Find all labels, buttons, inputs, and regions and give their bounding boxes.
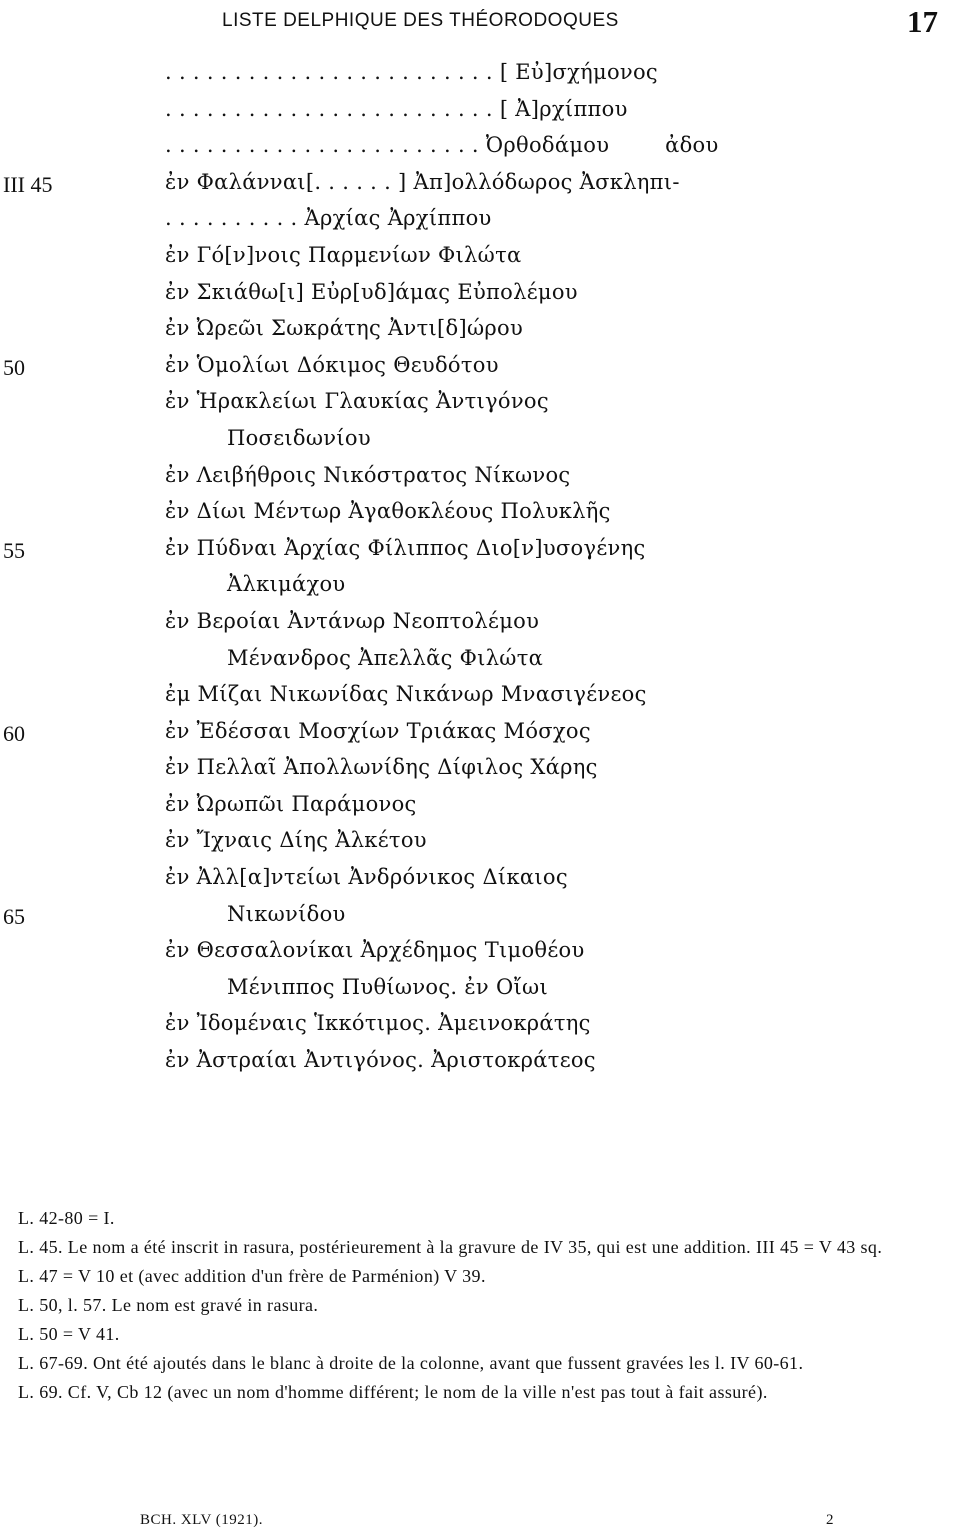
greek-text: ἐν Γό[ν]νοις Παρμενίων Φιλώτα xyxy=(165,242,522,267)
footnote: L. 67-69. Ont été ajoutés dans le blanc à droite de la colonne, avant que fussent gravées les l. IV 60-61. xyxy=(18,1353,804,1373)
inscription-line xyxy=(0,753,960,790)
inscription-line xyxy=(0,95,960,132)
inscription-line xyxy=(0,534,960,571)
footnote: L. 45. Le nom a été inscrit in rasura, postérieurement à la gravure de IV 35, qui est une addition. III 45 = V 43 sq. xyxy=(18,1237,883,1257)
inscription-line xyxy=(0,607,960,644)
greek-text: Ποσειδωνίου xyxy=(227,425,371,450)
greek-text: . . . . . . . . . . Ἀρχίας Ἀρχίππου xyxy=(165,206,492,231)
greek-text: ἐν Βεροίαι Ἀντάνωρ Νεοπτολέμου xyxy=(165,608,540,633)
inscription-line xyxy=(0,1046,960,1083)
greek-text: . . . . . . . . . . . . . . . . . . . . . . . . [ Ἀ]ρχίππου xyxy=(165,96,628,121)
inscription-line xyxy=(0,717,960,754)
greek-text: ἐν Ἀστραίαι Ἀντιγόνος. Ἀριστοκράτεος xyxy=(165,1048,596,1073)
greek-text: . . . . . . . . . . . . . . . . . . . . . . . Ὀρθοδάμου ἀδου xyxy=(165,133,719,158)
greek-text: Μένανδρος Ἀπελλᾶς Φιλώτα xyxy=(227,645,544,670)
greek-text: Μένιππος Πυθίωνος. ἐν Οἴωι xyxy=(227,974,548,999)
footnote: L. 47 = V 10 et (avec addition d'un frère de Parménion) V 39. xyxy=(18,1266,486,1286)
inscription-line xyxy=(0,826,960,863)
greek-text: ἐν Φαλάνναι[. . . . . . ] Ἀπ]ολλόδωρος Ἀσκληπι- xyxy=(165,169,680,194)
inscription-line xyxy=(0,680,960,717)
inscription-line xyxy=(0,936,960,973)
inscription-line xyxy=(0,351,960,388)
footnote: L. 50 = V 41. xyxy=(18,1324,120,1344)
greek-text: ἐν Ὠρεῶι Σωκράτης Ἀντι[δ]ώρου xyxy=(165,316,524,341)
inscription-line xyxy=(0,241,960,278)
inscription-line xyxy=(0,131,960,168)
greek-text: ἐν Ὠρωπῶι Παράμονος xyxy=(165,791,417,816)
greek-text: Νικωνίδου xyxy=(227,901,346,926)
footnote: L. 69. Cf. V, Cb 12 (avec un nom d'homme différent; le nom de la ville n'est pas tout à fait assuré). xyxy=(18,1382,768,1402)
greek-text: ἐν Σκιάθω[ι] Εὐρ[υδ]άμας Εὐπολέμου xyxy=(165,279,578,304)
greek-text: ἐν Πελλαῖ Ἀπολλωνίδης Δίφιλος Χάρης xyxy=(165,755,598,780)
inscription-line xyxy=(0,58,960,95)
running-title: LISTE DELPHIQUE DES THÉORODOQUES xyxy=(222,10,619,31)
inscription-line xyxy=(0,1009,960,1046)
inscription-line xyxy=(0,204,960,241)
greek-text: ἐν Θεσσαλονίκαι Ἀρχέδημος Τιμοθέου xyxy=(165,938,585,963)
inscription-line xyxy=(0,900,960,937)
greek-text: ἐμ Μίζαι Νικωνίδας Νικάνωρ Μνασιγένεος xyxy=(165,682,647,707)
inscription-text xyxy=(0,58,960,1083)
inscription-line xyxy=(0,168,960,205)
greek-text: ἐν Πύδναι Ἀρχίας Φίλιππος Διο[ν]υσογένης xyxy=(165,535,646,560)
inscription-line xyxy=(0,387,960,424)
footnotes xyxy=(18,1204,953,1407)
inscription-line xyxy=(0,497,960,534)
page-number: 17 xyxy=(907,4,938,39)
inscription-line xyxy=(0,424,960,461)
inscription-line xyxy=(0,314,960,351)
line-number: III 45 xyxy=(3,171,53,197)
page-footer xyxy=(0,1512,960,1534)
greek-text: ἐν Ἰδομέναις Ἱκκότιμος. Ἀμεινοκράτης xyxy=(165,1011,591,1036)
journal-reference: BCH. XLV (1921). xyxy=(140,1512,264,1528)
greek-text: ἐν Λειβήθροις Νικόστρατος Νίκωνος xyxy=(165,462,571,487)
greek-text: ἐν Ἡρακλείωι Γλαυκίας Ἀντιγόνος xyxy=(165,389,549,414)
greek-text: Ἀλκιμάχου xyxy=(227,572,346,597)
inscription-line xyxy=(0,863,960,900)
line-number: 65 xyxy=(3,903,25,929)
greek-text: ἐν Δίωι Μέντωρ Ἀγαθοκλέους Πολυκλῆς xyxy=(165,499,611,524)
line-number: 50 xyxy=(3,354,25,380)
footnote: L. 42-80 = I. xyxy=(18,1208,115,1228)
line-number: 60 xyxy=(3,720,25,746)
inscription-line xyxy=(0,973,960,1010)
inscription-line xyxy=(0,278,960,315)
inscription-line xyxy=(0,461,960,498)
greek-text: ἐν Ἀλλ[α]ντείωι Ἀνδρόνικος Δίκαιος xyxy=(165,865,568,890)
page-header xyxy=(0,4,960,40)
inscription-line xyxy=(0,790,960,827)
line-number: 55 xyxy=(3,537,25,563)
greek-text: ἐν Ἐδέσσαι Μοσχίων Τριάκας Μόσχος xyxy=(165,718,591,743)
greek-text: ἐν Ὁμολίωι Δόκιμος Θευδότου xyxy=(165,352,499,377)
inscription-line xyxy=(0,644,960,681)
greek-text: ἐν Ἴχναις Δίης Ἀλκέτου xyxy=(165,828,427,853)
inscription-line xyxy=(0,570,960,607)
greek-text: . . . . . . . . . . . . . . . . . . . . . . . . [ Εὐ]σχήμονος xyxy=(165,60,658,84)
signature-mark: 2 xyxy=(826,1512,834,1528)
footnote: L. 50, l. 57. Le nom est gravé in rasura. xyxy=(18,1295,319,1315)
